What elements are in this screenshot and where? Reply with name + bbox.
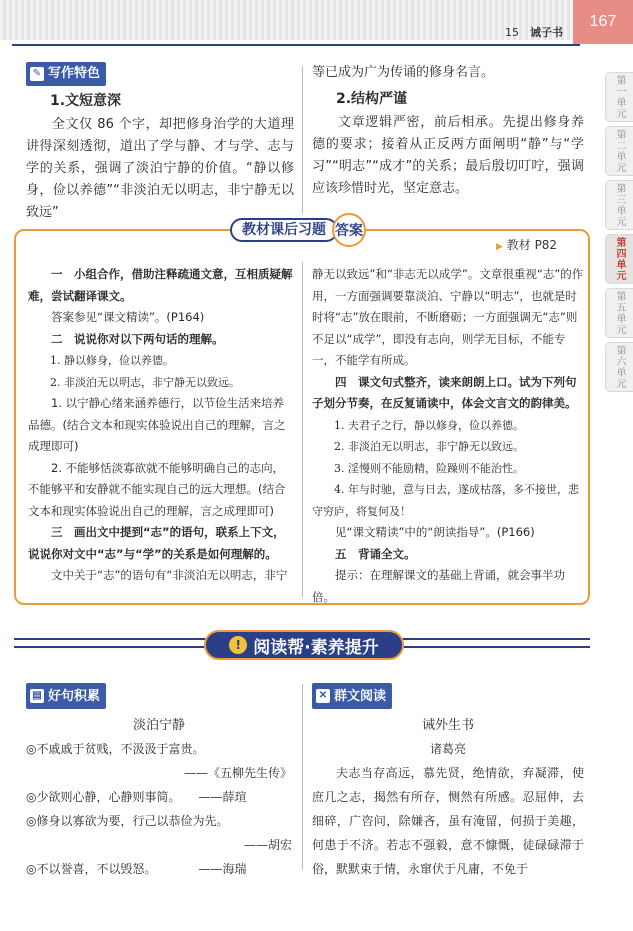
column-divider <box>302 66 303 214</box>
tab-unit-5[interactable]: 第五单元 <box>605 288 633 338</box>
answer-text: 答案参见“课文精读”。(P164) <box>51 310 205 324</box>
textbook-ref: ▶ 教材 P82 <box>496 238 558 252</box>
question: 三 画出文中提到“志”的语句，联系上下文，说说你对文中“志”与“学”的关系是如何理解的。 <box>28 525 285 561</box>
triangle-icon: ▶ <box>496 242 503 252</box>
answers-left-column <box>28 264 294 587</box>
lightbulb-icon: ! <box>229 636 247 654</box>
tab-unit-4[interactable]: 第四单元 <box>605 234 633 284</box>
tab-unit-2[interactable]: 第二单元 <box>605 126 633 176</box>
writing-paragraph-1: 全文仅 86 个字，却把修身治学的大道理讲得深刻透彻，道出了学与静、才与学、志与学的关系，强调了淡泊宁静的价值。“静以修身，俭以养德”“非淡泊无以明志，非宁静无以致远” <box>26 117 294 220</box>
writing-paragraph-1-cont: 等已成为广为传诵的修身名言。 <box>312 65 495 80</box>
question: 一 小组合作，借助注释疏通文意，互相质疑解难，尝试翻译课文。 <box>28 267 293 303</box>
quote-line: ◎修身以寡欲为要，行己以恭俭为先。 <box>26 814 229 828</box>
tab-unit-1[interactable]: 第一单元 <box>605 72 633 122</box>
unit-tabs <box>601 72 633 396</box>
quote-line: ◎不以誉喜，不以毁怒。 ——海瑞 <box>26 862 247 876</box>
group-reading-label: ✕ 群文阅读 <box>312 683 392 709</box>
tab-unit-3[interactable]: 第三单元 <box>605 180 633 230</box>
writing-heading-2: 2.结构严谨 <box>336 91 408 107</box>
quote-line: ◎不戚戚于贫贱，不汲汲于富贵。 <box>26 742 205 756</box>
writing-heading-1: 1.文短意深 <box>50 93 122 109</box>
tab-unit-6[interactable]: 第六单元 <box>605 342 633 392</box>
answer-text: 1. 以宁静心绪来涵养德行，以节俭生活来培养品德。(结合文本和现实体验说出自己的理解，言之成理即可) <box>28 396 286 453</box>
classical-sentence: 2. 非淡泊无以明志，非宁静无以致远。 <box>334 440 524 453</box>
good-sentences-list <box>26 737 292 881</box>
answers-right-column <box>312 264 584 608</box>
answer-text: 2. 不能够恬淡寡欲就不能够明确自己的志向，不能够平和安静就不能实现自己的远大理想。(结合文本和现实体验说出自己的理解，言之成理即可) <box>28 460 286 518</box>
writing-label: ✎ 写作特色 <box>26 62 106 86</box>
writing-right-column <box>312 62 584 200</box>
answer-text: 静无以致远”和“非志无以成学”。文章很重视“志”的作用，一方面强调要靠淡泊、宁静以“明志”，也就是时时将“志”放在眼前，不断磨砺；一方面强调无“志”则不足以“成学”，即没有志向，则学无目标，不能专一，不能学有所成。 <box>312 267 584 367</box>
header-rule <box>12 44 580 46</box>
answer-text: 见“课文精读”中的“朗读指导”。(P166) <box>335 525 535 539</box>
classical-sentence: 2. 非淡泊无以明志，非宁静无以致远。 <box>50 375 240 389</box>
classical-sentence: 1. 夫君子之行，静以修身，俭以养德。 <box>334 418 524 432</box>
writing-paragraph-2: 文章逻辑严密，前后相承。先提出修身养德的要求；接着从正反两方面阐明“静”与“学习”“明志”“成才”的关系；最后殷切叮咛，强调应该珍惜时光，坚定意志。 <box>312 115 584 196</box>
group-reading-author: 诸葛亮 <box>429 742 466 756</box>
reading-banner-title: ! 阅读帮·素养提升 <box>204 630 404 660</box>
group-reading-title: 诫外生书 <box>421 717 474 732</box>
writing-left-column <box>26 62 294 224</box>
question: 四 课文句式整齐，读来朗朗上口。试为下列句子划分节奏，在反复诵读中，体会文言文的韵律美。 <box>312 374 577 410</box>
good-sentences-column <box>26 682 292 881</box>
answers-divider <box>302 262 303 598</box>
reading-divider <box>302 684 303 870</box>
answer-text: 文中关于“志”的语句有“非淡泊无以明志，非宁 <box>51 568 288 582</box>
quote-line: ◎少欲则心静，心静则事简。 ——薛瑄 <box>26 790 247 804</box>
section-title: 15 诫子书 <box>505 26 563 39</box>
answer-text: 提示：在理解课文的基础上背诵，就会事半功倍。 <box>312 568 565 604</box>
pencil-icon: ✎ <box>30 67 44 81</box>
question: 二 说说你对以下两句话的理解。 <box>51 331 224 346</box>
classical-sentence: 4. 年与时驰，意与日去，遂成枯落，多不接世，悲守穷庐，将复何及！ <box>312 483 579 518</box>
quote-line: ——胡宏 <box>243 838 292 852</box>
quote-line: ——《五柳先生传》 <box>183 766 292 780</box>
classical-sentence: 1. 静以修身，俭以养德。 <box>50 354 174 367</box>
answers-badge: 答案 <box>332 213 366 247</box>
book-icon: ▤ <box>30 689 44 703</box>
classical-sentence: 3. 淫慢则不能励精，险躁则不能治性。 <box>334 461 524 475</box>
answers-banner <box>230 217 366 243</box>
books-icon: ✕ <box>316 689 330 703</box>
group-reading-text: 夫志当存高远，慕先贤，绝情欲，弃凝滞，使庶几之志，揭然有所存，恻然有所感。忍屈伸，去细碎，广咨问，除嫌吝，虽有淹留，何损于美趣，何患于不济。若志不强毅，意不慷慨，徒碌碌滞于俗，默默束于情，永窜伏于凡庸，不免于 <box>312 766 584 876</box>
good-sentences-label: ▤ 好句积累 <box>26 683 106 709</box>
question: 五 背诵全文。 <box>335 546 416 561</box>
page-number: 167 <box>573 0 633 44</box>
reading-banner <box>14 626 590 666</box>
answers-title: 教材课后习题 <box>230 218 338 242</box>
page-header <box>0 0 633 56</box>
good-sentences-title: 淡泊宁静 <box>132 717 185 732</box>
group-reading-column <box>312 682 584 881</box>
